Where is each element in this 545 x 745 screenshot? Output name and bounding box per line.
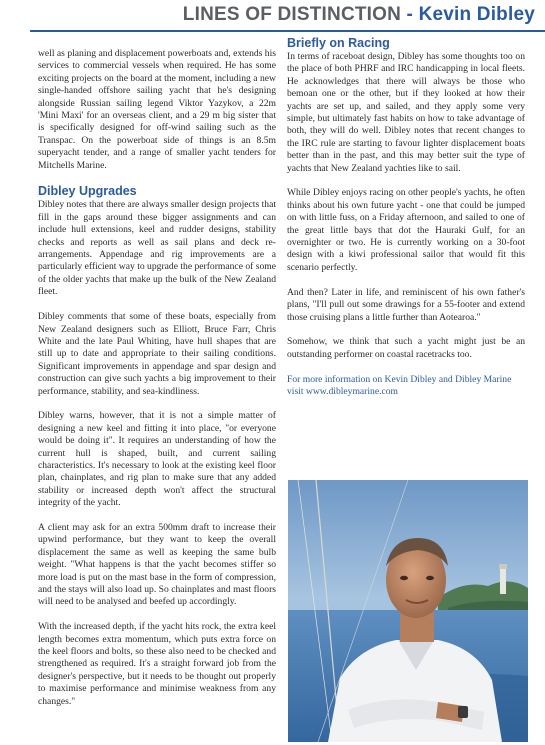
paragraph: While Dibley enjoys racing on other people's yachts, he often thinks about his own future yacht - one that could be jumped on with little fuss, on a Friday afternoon, and sailed to one of the great little bays that dot the Hauraki Gulf, for an overnighter or two. He is currently working on a 30-foot design with a kiwi professional sailor that would fit this scenario perfectly. [287,187,525,273]
paragraph: Dibley comments that some of these boats, especially from New Zealand designers such as Elliott, Bruce Farr, Chris White and the late Paul Whiting, have hull shapes that are still up to date and appropriate to their sailing conditions. Significant improvements in appendage and spar design and construction can give such yachts a big improvement to their performance, stability, and sea-kindliness. [38,311,276,397]
paragraph: With the increased depth, if the yacht hits rock, the extra keel length becomes extra momentum, which puts extra force on the keel floors and bolts, so these also need to be checked and strengthened as required. It's a straight forward job from the designer's perspective, but it needs to be thought out properly to maximise performance and minimise weakness from any changes." [38,621,276,707]
header-author-name: Kevin Dibley [418,4,535,25]
section-heading-upgrades: Dibley Upgrades [38,184,137,199]
paragraph: In terms of raceboat design, Dibley has some thoughts too on the place of both PHRF and IRC handicapping in local fleets. He acknowledges that there will always be those who bemoan one or the other, but if they looked at how their yachts are set up, and sailed, and they apply some very simple, but ultimately fast habits on how to take advantage of both, they will do well. Dibley notes that recent changes to the IRC rule are starting to favour lighter displacement boats better than in the past, and this may better suit the type of yachts that New Zealand yachties like to sail. [287,51,525,174]
header-rule [30,30,545,32]
page-header [10,4,535,26]
more-info-text: For more information on Kevin Dibley and Dibley Marine visit www.dibleymarine.com [287,373,512,397]
paragraph: Dibley warns, however, that it is not a simple matter of designing a new keel and fitting it into place, "or everyone would be doing it". It requires an understanding of how the current hull is shaped, built, and current sailing characteristics. It's necessary to look at the existing keel floor plan, chainplates, and rig plan to make sure that any added stability or increased depth won't affect the structural integrity of the yacht. [38,410,276,509]
paragraph: Somehow, we think that such a yacht might just be an outstanding performer on coastal racetracks too. [287,336,525,360]
paragraph: Dibley notes that there are always smaller design projects that fill in the gaps around these bigger assignments and can include hull extensions, keel and rudder designs, stability checks and reports as well as sail plans and deck re-arrangements. Appendage and rig improvements are a particularly efficient way to upgrade the performance of some of the older yachts that make up the bulk of the New Zealand fleet. [38,199,276,298]
header-separator: - [401,4,419,25]
right-column [287,36,525,411]
left-column [38,48,276,720]
paragraph: A client may ask for an extra 500mm draft to increase their upwind performance, but they want to keep the overall displacement the same as well as keeping the same bulb weight. "What happens is that the yacht becomes stiffer so more load is put on the mast base in the form of compression, and the stays will also load up. So chainplates and mast floors will need to be analysed and beefed up accordingly. [38,521,276,608]
portrait-photo [288,480,528,742]
section-heading-racing: Briefly on Racing [287,36,390,50]
paragraph: And then? Later in life, and reminiscent of his own father's plans, "I'll pull out some drawings for a 55-footer and extend those cruising plans a little further than Aotearoa." [287,286,525,323]
paragraph: well as planing and displacement powerboats and, extends his services to commercial vessels when required. He has some exciting projects on the board at the moment, including a new single-handed offshore sailing yacht that he's designing alongside Russian sailing legend Viktor Yazykov, a 22m 'Mini Maxi' for an overseas client, and a 29 m big sister that is specifically designed for off-wind sailing such as the Transpac. On the powerboat side of things is an 8.5m superyacht tender, and a range of smaller yacht tenders for Mitchells Marine. [38,48,276,171]
header-title: LINES OF DISTINCTION [182,4,402,25]
portrait-photo-illustration [288,480,528,742]
